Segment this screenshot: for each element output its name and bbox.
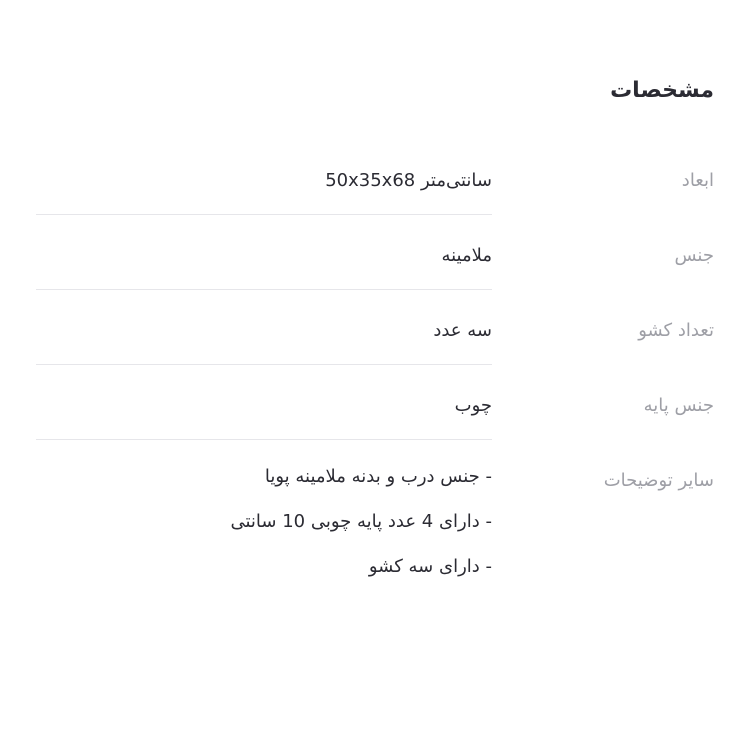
spec-value: ملامینه [441, 245, 492, 266]
spec-label: سایر توضیحات [603, 470, 714, 491]
spec-label: تعداد کشو [638, 320, 714, 341]
divider [36, 364, 492, 365]
list-item: - دارای 4 عدد پایه چوبی 10 سانتی [230, 511, 492, 532]
spec-label: جنس [674, 245, 714, 266]
list-item: - دارای سه کشو [368, 556, 492, 577]
list-item: - جنس درب و بدنه ملامینه پویا [264, 466, 492, 487]
divider [36, 439, 492, 440]
spec-value: سه عدد [433, 320, 492, 341]
spec-value: چوب [454, 395, 492, 416]
section-title: مشخصات [610, 78, 714, 103]
spec-label: ابعاد [681, 170, 714, 191]
notes-list [230, 462, 492, 597]
divider [36, 289, 492, 290]
divider [36, 214, 492, 215]
spec-label: جنس پایه [643, 395, 714, 416]
spec-value: سانتی‌متر 50x35x68 [325, 170, 492, 191]
